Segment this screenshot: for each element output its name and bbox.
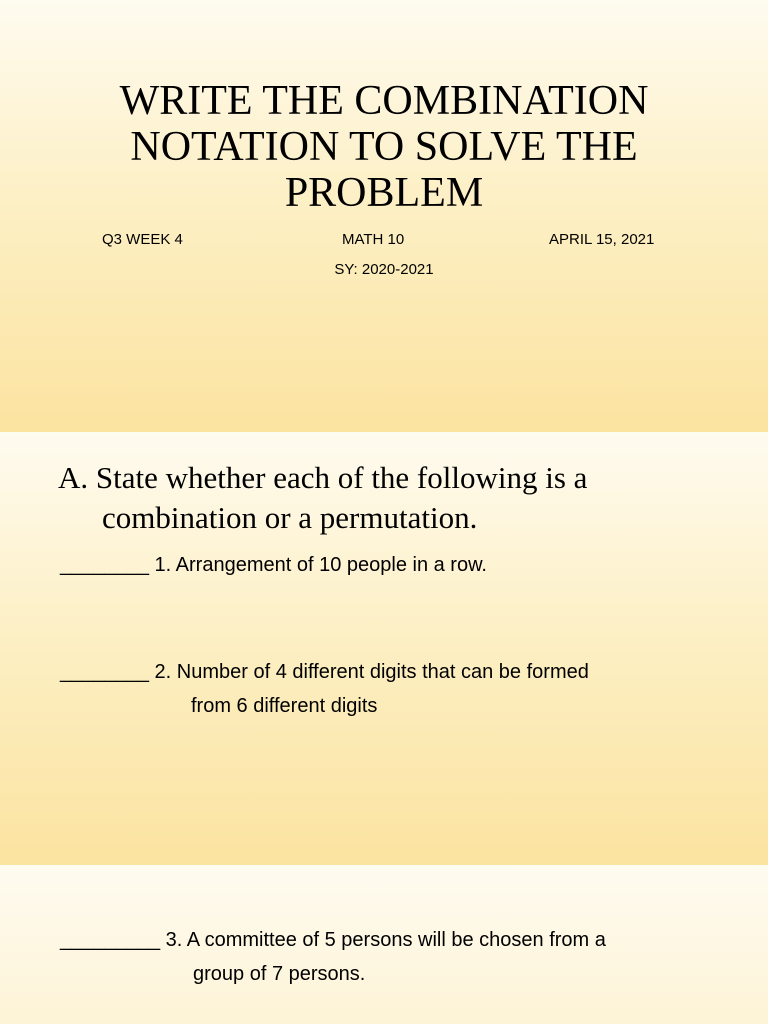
section-a-heading xyxy=(58,458,698,538)
question-text: 1. Arrangement of 10 people in a row. xyxy=(148,554,487,576)
question-slide-a xyxy=(0,432,768,865)
question-text-continued: from 6 different digits xyxy=(191,695,378,717)
question-text: 2. Number of 4 different digits that can be formed xyxy=(148,661,589,683)
heading-line-1: A. State whether each of the following is a xyxy=(58,460,588,495)
quarter-week-label: Q3 WEEK 4 xyxy=(102,231,183,248)
slide-title: WRITE THE COMBINATION NOTATION TO SOLVE THE PROBLEM xyxy=(119,78,649,216)
date-label: APRIL 15, 2021 xyxy=(549,231,655,248)
question-item-2 xyxy=(60,655,589,723)
school-year-label: SY: 2020-2021 xyxy=(334,261,434,278)
subject-label: MATH 10 xyxy=(342,231,405,248)
question-item-1 xyxy=(60,548,487,582)
answer-blank: _________ xyxy=(60,929,161,951)
question-text: 3. A committee of 5 persons will be chosen from a xyxy=(160,929,606,951)
question-slide-b xyxy=(0,865,768,1024)
answer-blank: ________ xyxy=(60,554,149,576)
answer-blank: ________ xyxy=(60,661,149,683)
question-text-continued: group of 7 persons. xyxy=(193,963,366,985)
title-slide xyxy=(0,0,768,432)
heading-line-2: combination or a permutation. xyxy=(102,500,478,535)
question-item-3 xyxy=(60,923,606,991)
